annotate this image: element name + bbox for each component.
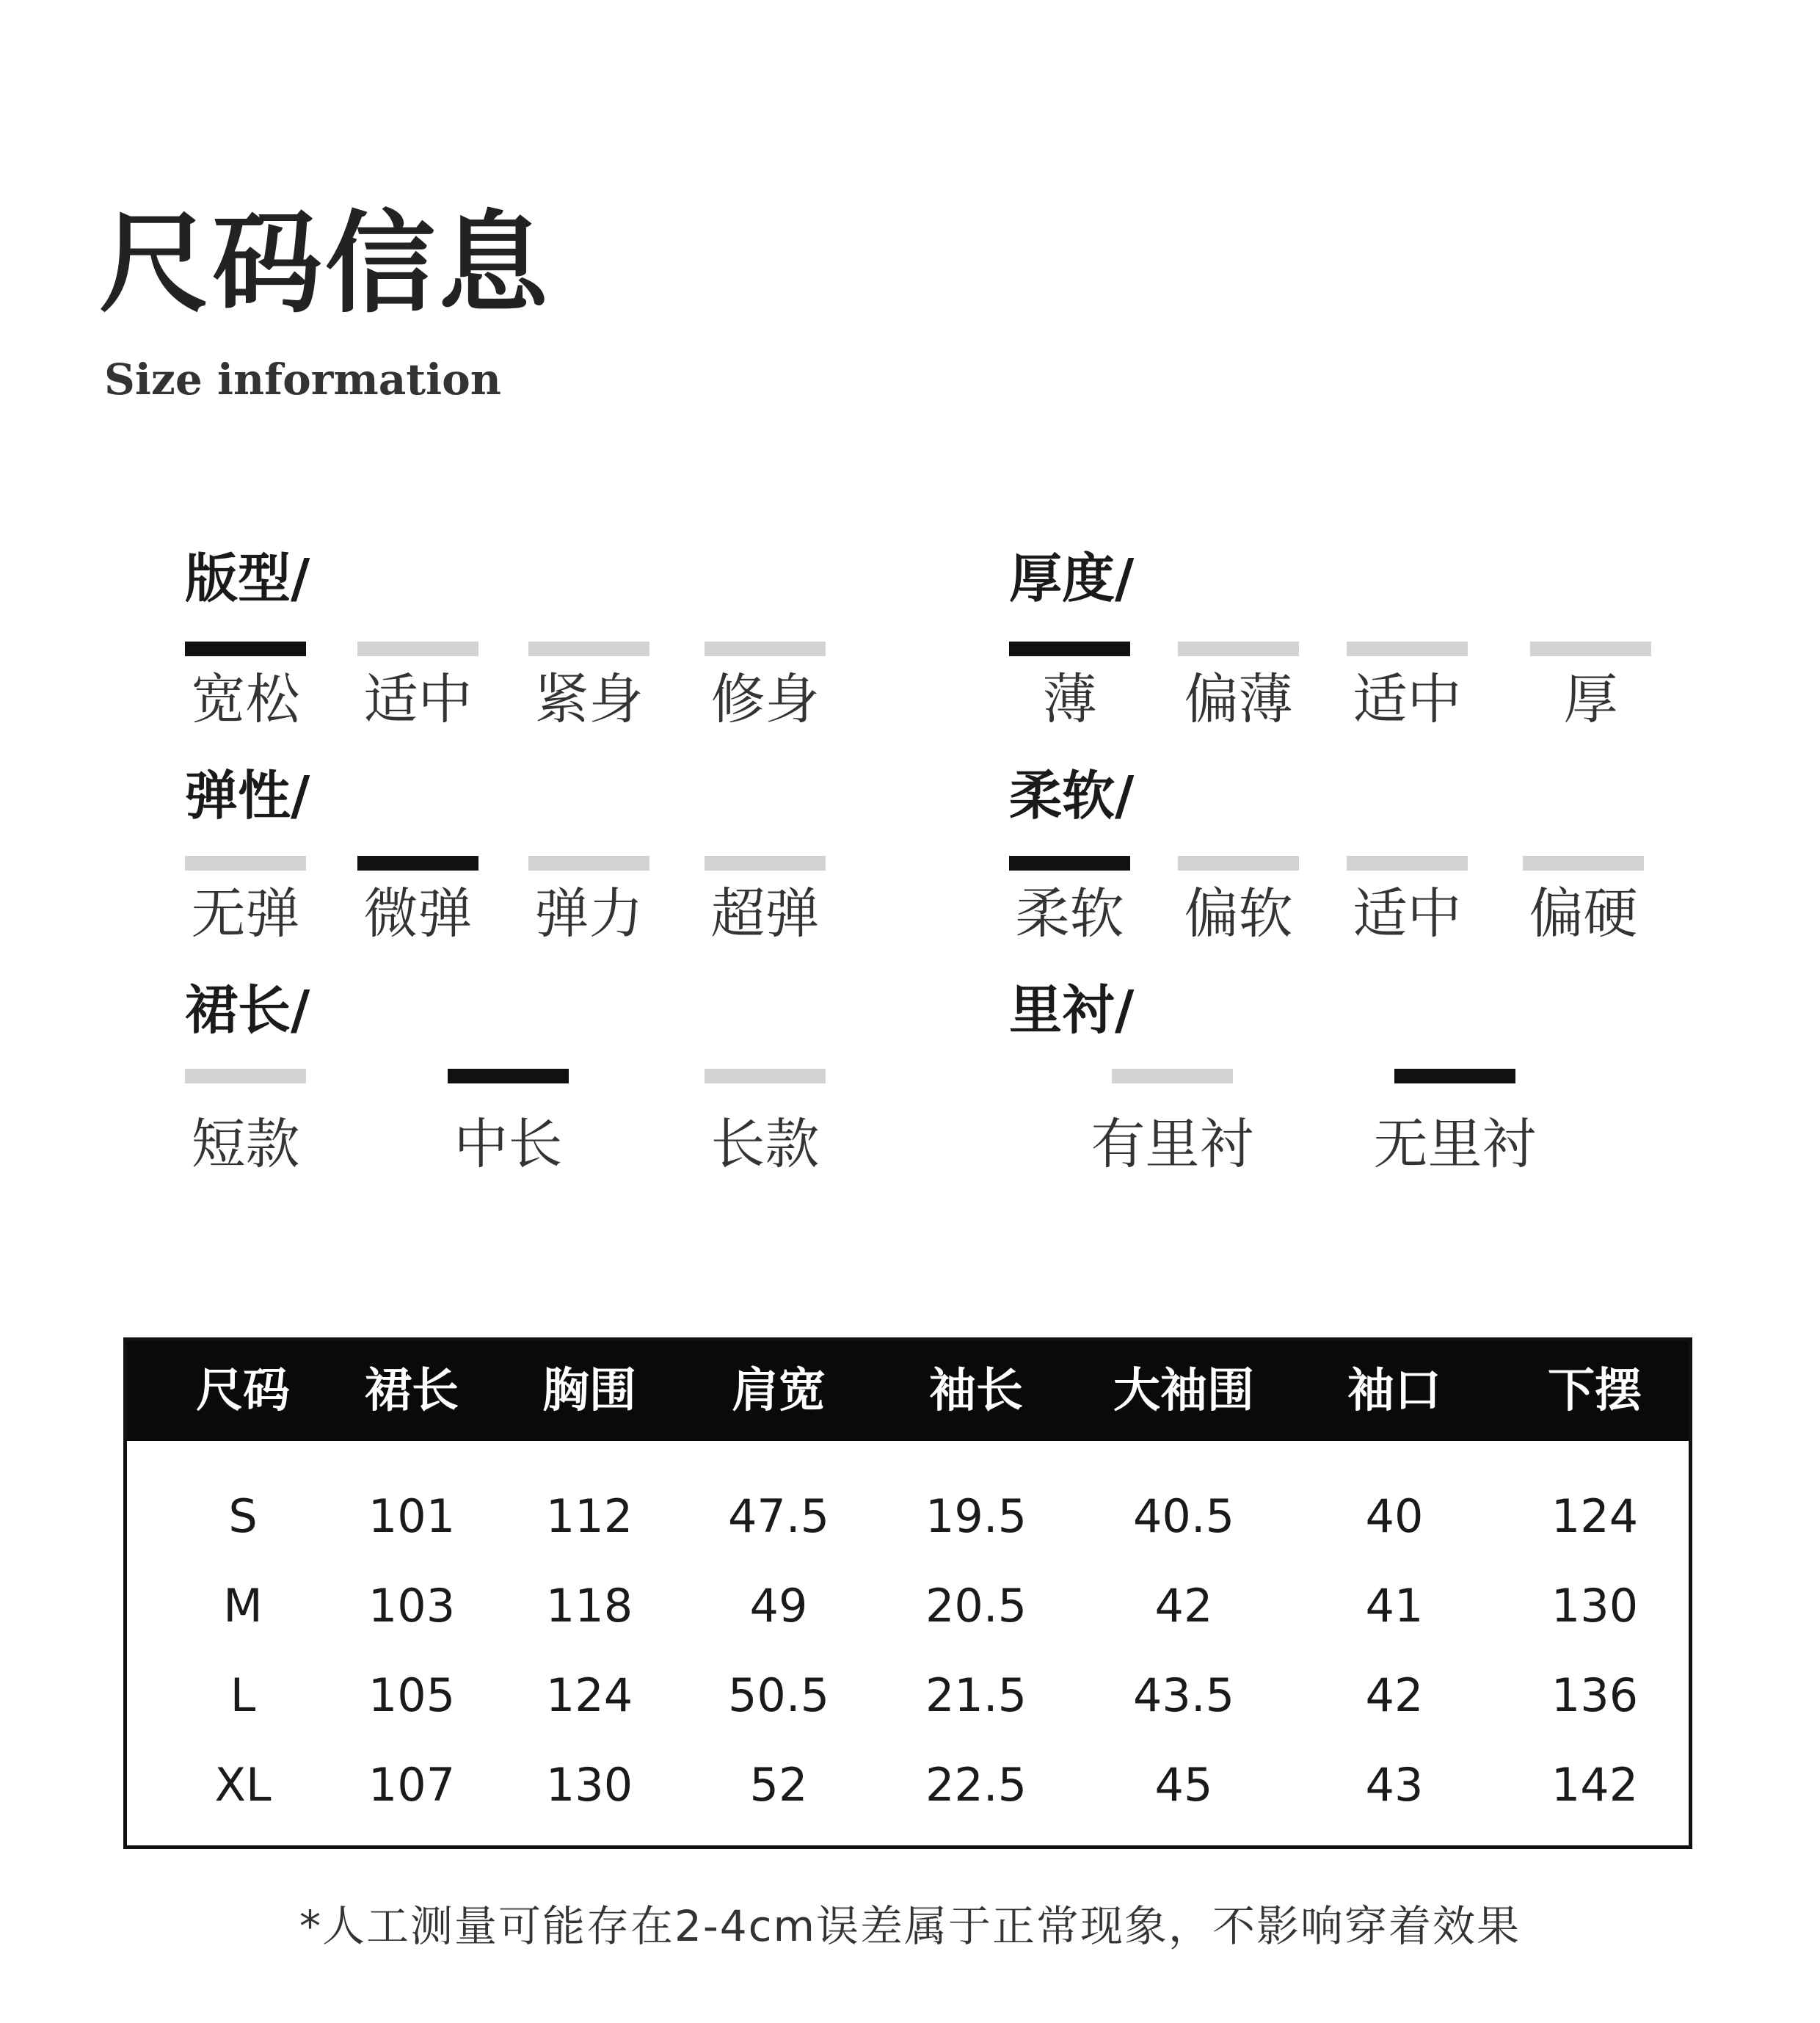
table-cell: 45: [1154, 1758, 1213, 1812]
page-subtitle: Size information: [104, 355, 501, 404]
attribute-lining: [1009, 979, 1772, 1196]
table-cell: 112: [545, 1489, 633, 1543]
option-indicator-bar: [705, 1069, 826, 1083]
option-label: 修身: [710, 668, 820, 731]
option-label: 适中: [1353, 882, 1462, 945]
table-cell: 40: [1365, 1489, 1424, 1543]
table-cell: M: [223, 1579, 263, 1632]
option-label: 短款: [191, 1113, 300, 1176]
table-cell: 124: [1551, 1489, 1639, 1543]
option-label: 超弹: [710, 882, 820, 945]
header-size: 尺码: [196, 1364, 290, 1418]
attribute-elasticity: [185, 765, 948, 982]
option-label: 无弹: [191, 882, 300, 945]
header-hem: 下摆: [1548, 1364, 1642, 1418]
size-table: [123, 1337, 1692, 1849]
option-indicator-bar: [1530, 642, 1651, 656]
option-label: 适中: [363, 668, 473, 731]
measurement-note: *人工测量可能存在2-4cm误差属于正常现象，不影响穿着效果: [299, 1901, 1521, 1951]
option-indicator-bar: [185, 1069, 306, 1083]
table-cell: 41: [1365, 1579, 1424, 1632]
table-cell: 101: [368, 1489, 456, 1543]
option-indicator-bar: [1178, 856, 1299, 871]
table-cell: 43: [1365, 1758, 1424, 1812]
table-cell: 136: [1551, 1668, 1639, 1722]
table-cell: 118: [545, 1579, 633, 1632]
table-cell: 107: [368, 1758, 456, 1812]
table-cell: 130: [1551, 1579, 1639, 1632]
attribute-label: 版型/: [185, 548, 310, 609]
header-bust: 胸围: [542, 1364, 636, 1418]
option-label: 薄: [1042, 668, 1097, 731]
table-header: [127, 1341, 1689, 1441]
table-cell: 124: [545, 1668, 633, 1722]
option-indicator-bar: [1347, 642, 1468, 656]
option-indicator-bar: [357, 856, 478, 871]
option-label: 厚: [1563, 668, 1618, 731]
option-indicator-bar: [1009, 642, 1130, 656]
header-shoulder: 肩宽: [732, 1364, 826, 1418]
table-cell: 22.5: [925, 1758, 1027, 1812]
option-indicator-bar: [1347, 856, 1468, 871]
table-cell: S: [228, 1489, 258, 1543]
option-label: 有里衬: [1091, 1113, 1254, 1176]
table-cell: L: [230, 1668, 256, 1722]
option-label: 偏软: [1184, 882, 1293, 945]
attribute-label: 厚度/: [1009, 548, 1135, 609]
page-title: 尺码信息: [99, 200, 552, 328]
option-indicator-bar: [528, 856, 649, 871]
table-cell: 103: [368, 1579, 456, 1632]
attribute-label: 柔软/: [1009, 765, 1135, 827]
option-indicator-bar: [1523, 856, 1644, 871]
attribute-label: 裙长/: [185, 979, 310, 1041]
table-cell: 42: [1365, 1668, 1424, 1722]
option-label: 弹力: [534, 882, 644, 945]
option-label: 微弹: [363, 882, 473, 945]
table-cell: 50.5: [727, 1668, 830, 1722]
header-sleeve-length: 袖长: [929, 1364, 1023, 1418]
option-label: 柔软: [1015, 882, 1124, 945]
attribute-skirt-length: [185, 979, 948, 1196]
table-cell: 21.5: [925, 1668, 1027, 1722]
option-indicator-bar: [705, 856, 826, 871]
table-cell: 20.5: [925, 1579, 1027, 1632]
table-cell: 43.5: [1132, 1668, 1235, 1722]
attribute-softness: [1009, 765, 1772, 982]
option-label: 无里衬: [1373, 1113, 1537, 1176]
option-indicator-bar: [705, 642, 826, 656]
header-skirt-length: 裙长: [365, 1364, 459, 1418]
option-label: 偏硬: [1529, 882, 1638, 945]
option-indicator-bar: [1009, 856, 1130, 871]
table-cell: XL: [214, 1758, 272, 1812]
option-indicator-bar: [1394, 1069, 1515, 1083]
option-indicator-bar: [185, 642, 306, 656]
option-indicator-bar: [1178, 642, 1299, 656]
option-label: 紧身: [534, 668, 644, 731]
option-indicator-bar: [448, 1069, 569, 1083]
option-label: 中长: [454, 1113, 563, 1176]
header-cuff: 袖口: [1347, 1364, 1441, 1418]
attribute-label: 弹性/: [185, 765, 310, 827]
attribute-thickness: [1009, 548, 1772, 765]
table-cell: 42: [1154, 1579, 1213, 1632]
table-cell: 49: [749, 1579, 808, 1632]
table-cell: 19.5: [925, 1489, 1027, 1543]
option-indicator-bar: [357, 642, 478, 656]
option-indicator-bar: [185, 856, 306, 871]
option-indicator-bar: [528, 642, 649, 656]
option-label: 适中: [1353, 668, 1462, 731]
attribute-fit: [185, 548, 948, 765]
attribute-label: 里衬/: [1009, 979, 1135, 1041]
option-label: 偏薄: [1184, 668, 1293, 731]
table-cell: 47.5: [727, 1489, 830, 1543]
table-cell: 40.5: [1132, 1489, 1235, 1543]
option-label: 长款: [710, 1113, 820, 1176]
option-label: 宽松: [191, 668, 300, 731]
table-cell: 52: [749, 1758, 808, 1812]
header-upper-arm: 大袖围: [1113, 1364, 1254, 1418]
table-cell: 105: [368, 1668, 456, 1722]
table-cell: 130: [545, 1758, 633, 1812]
table-cell: 142: [1551, 1758, 1639, 1812]
option-indicator-bar: [1112, 1069, 1233, 1083]
